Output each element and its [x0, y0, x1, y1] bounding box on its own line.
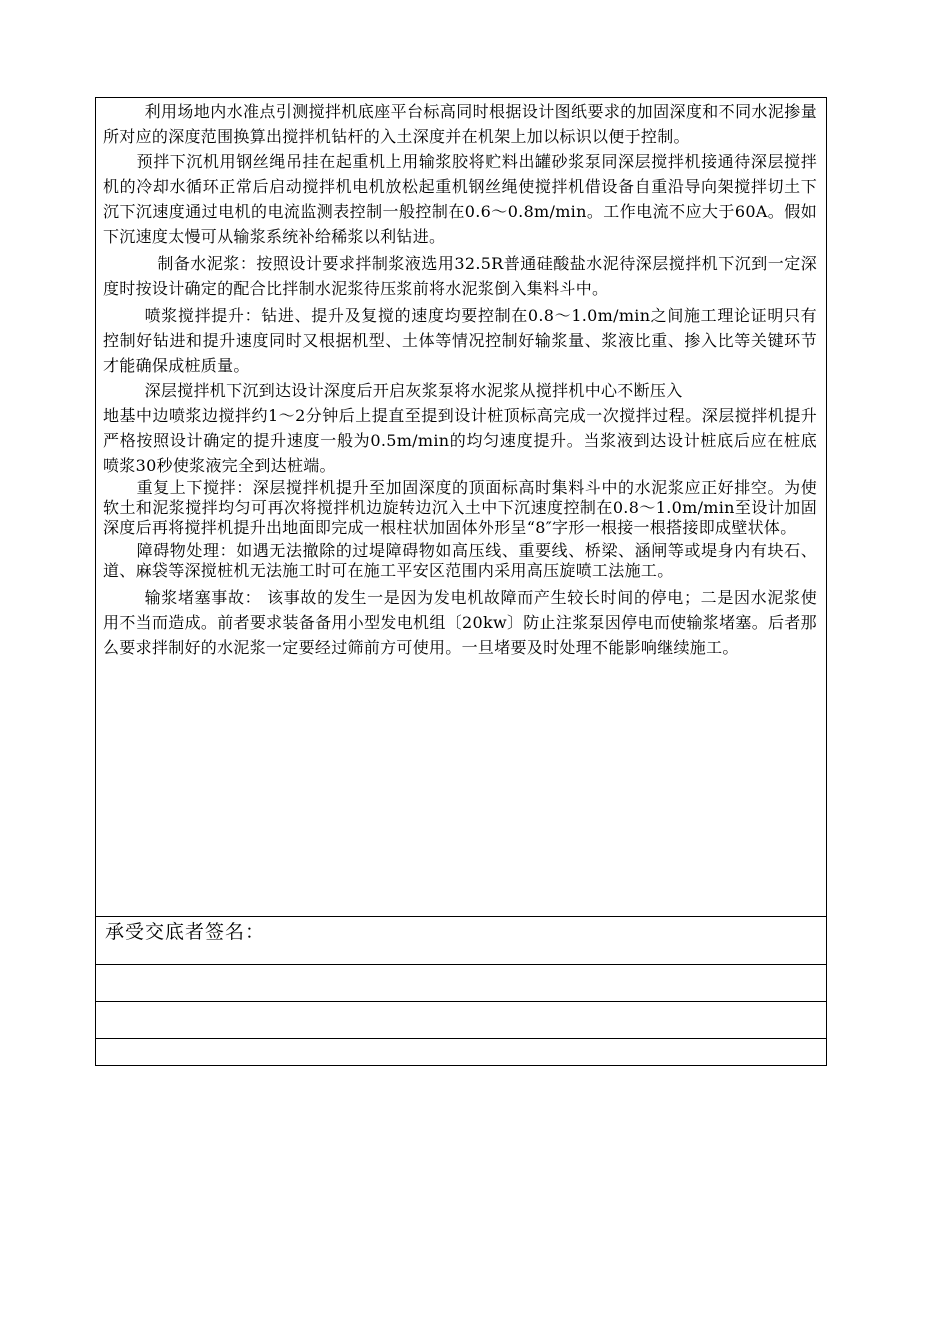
paragraph-presink: 预拌下沉机用钢丝绳吊挂在起重机上用输浆胶将贮料出罐砂浆泵同深层搅拌机接通待深层搅拌机的冷却水循环正常后启动搅拌机电机放松起重机钢丝绳使搅拌机借设备自重沿导向架搅拌切土下沉下沉速度通过电机的电流监测表控制一般控制在0.6～0.8m/min。工作电流不应大于60A。假如下沉速度太慢可从输浆系统补给稀浆以利钻进。: [103, 152, 817, 246]
blank-row-3: [96, 1039, 826, 1065]
content-cell: [96, 98, 826, 917]
disclosure-table: [95, 97, 827, 1066]
paragraph-cement-prep: 制备水泥浆：按照设计要求拌制浆液选用32.5R普通硅酸盐水泥待深层搅拌机下沉到一定深度时按设计确定的配合比拌制水泥浆待压浆前将水泥浆倒入集料斗中。: [103, 254, 817, 298]
blank-row-2: [96, 1002, 826, 1039]
paragraph-obstacles: 障碍物处理：如遇无法撤除的过堤障碍物如高压线、重要线、桥梁、涵闸等或堤身内有块石、道、麻袋等深搅桩机无法施工时可在施工平安区范围内采用高压旋喷工法施工。: [103, 541, 817, 580]
paragraph-spray-mix: 喷浆搅拌提升：钻进、提升及复搅的速度均要控制在0.8～1.0m/min之间施工理论证明只有控制好钻进和提升速度同时又根据机型、土体等情况控制好输浆量、浆液比重、掺入比等关键环节才能确保成桩质量。: [103, 306, 817, 375]
paragraph-lift: 地基中边喷浆边搅拌约1～2分钟后上提直至提到设计桩顶标高完成一次搅拌过程。深层搅拌机提升严格按照设计确定的提升速度一般为0.5m/min的均匀速度提升。当浆液到达设计桩底后应在桩底喷浆30秒使浆液完全到达桩端。: [103, 406, 817, 475]
paragraph-blockage: 输浆堵塞事故： 该事故的发生一是因为发电机故障而产生较长时间的停电；二是因水泥浆使用不当而造成。前者要求装备备用小型发电机组〔20kw〕防止注浆泵因停电而使输浆堵塞。后者那么要求拌制好的水泥浆一定要经过筛前方可使用。一旦堵要及时处理不能影响继续施工。: [103, 588, 817, 657]
paragraph-leveling: 利用场地内水准点引测搅拌机底座平台标高同时根据设计图纸要求的加固深度和不同水泥掺量所对应的深度范围换算出搅拌机钻杆的入土深度并在机架上加以标识以便于控制。: [103, 102, 817, 146]
signature-row: [96, 917, 826, 965]
paragraph-repeat-mix: 重复上下搅拌：深层搅拌机提升至加固深度的顶面标高时集料斗中的水泥浆应正好排空。为使软土和泥浆搅拌均匀可再次将搅拌机边旋转边沉入土中下沉速度控制在0.8～1.0m/min至设计加固深度后再将搅拌机提升出地面即完成一根柱状加固体外形呈“8″字形一根接一根搭接即成壁状体。: [103, 478, 817, 537]
blank-row-1: [96, 965, 826, 1002]
signature-label: 承受交底者签名：: [105, 921, 266, 943]
paragraph-deep-mixer: 深层搅拌机下沉到达设计深度后开启灰浆泵将水泥浆从搅拌机中心不断压入: [144, 381, 683, 400]
